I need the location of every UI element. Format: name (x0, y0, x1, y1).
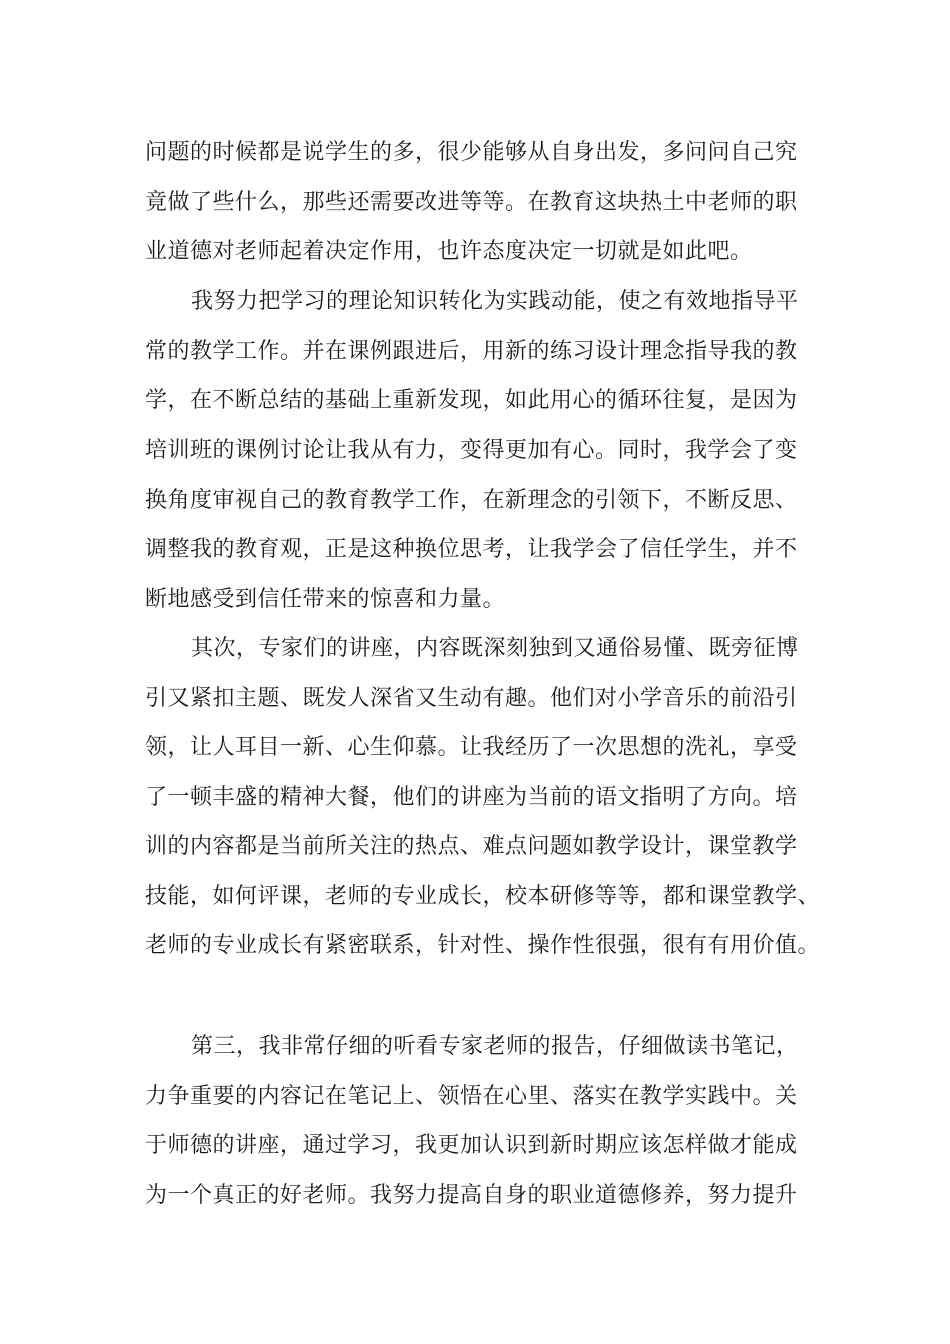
paragraph-3-line-3: 领，让人耳目一新、心生仰慕。让我经历了一次思想的洗礼，享受 (145, 735, 798, 760)
paragraph-2-line-6: 调整我的教育观，正是这种换位思考，让我学会了信任学生，并不 (145, 537, 798, 562)
paragraph-2-line-3: 学，在不断总结的基础上重新发现，如此用心的循环往复，是因为 (145, 388, 798, 413)
paragraph-3-line-6: 技能，如何评课，老师的专业成长，校本研修等等，都和课堂教学、 (145, 884, 821, 909)
paragraph-2-line-2: 常的教学工作。并在课例跟进后，用新的练习设计理念指导我的教 (145, 339, 798, 364)
paragraph-2-line-4: 培训班的课例讨论让我从有力，变得更加有心。同时，我学会了变 (145, 438, 798, 463)
paragraph-2-line-1: 我努力把学习的理论知识转化为实践动能，使之有效地指导平 (191, 289, 799, 314)
paragraph-3-line-4: 了一顿丰盛的精神大餐，他们的讲座为当前的语文指明了方向。培 (145, 785, 798, 810)
paragraph-4-line-3: 于师德的讲座，通过学习，我更加认识到新时期应该怎样做才能成 (145, 1133, 798, 1158)
paragraph-3-line-2: 引又紧扣主题、既发人深省又生动有趣。他们对小学音乐的前沿引 (145, 686, 798, 711)
paragraph-1-line-2: 竟做了些什么，那些还需要改进等等。在教育这块热土中老师的职 (145, 190, 798, 215)
paragraph-2-line-7: 断地感受到信任带来的惊喜和力量。 (145, 587, 506, 612)
paragraph-3-line-1: 其次，专家们的讲座，内容既深刻独到又通俗易懂、既旁征博 (191, 636, 799, 661)
paragraph-2-line-5: 换角度审视自己的教育教学工作，在新理念的引领下，不断反思、 (145, 488, 798, 513)
paragraph-1-line-3: 业道德对老师起着决定作用，也许态度决定一切就是如此吧。 (145, 239, 753, 264)
paragraph-4-line-2: 力争重要的内容记在笔记上、领悟在心里、落实在教学实践中。关 (145, 1084, 798, 1109)
paragraph-3-line-7: 老师的专业成长有紧密联系，针对性、操作性很强，很有有用价值。 (145, 933, 821, 958)
paragraph-4-line-1: 第三，我非常仔细的听看专家老师的报告，仔细做读书笔记， (191, 1034, 799, 1059)
paragraph-3-line-5: 训的内容都是当前所关注的热点、难点问题如教学设计，课堂教学 (145, 834, 798, 859)
paragraph-4-line-4: 为一个真正的好老师。我努力提高自身的职业道德修养，努力提升 (145, 1183, 798, 1208)
paragraph-1-line-1: 问题的时候都是说学生的多，很少能够从自身出发，多问问自己究 (145, 140, 798, 165)
